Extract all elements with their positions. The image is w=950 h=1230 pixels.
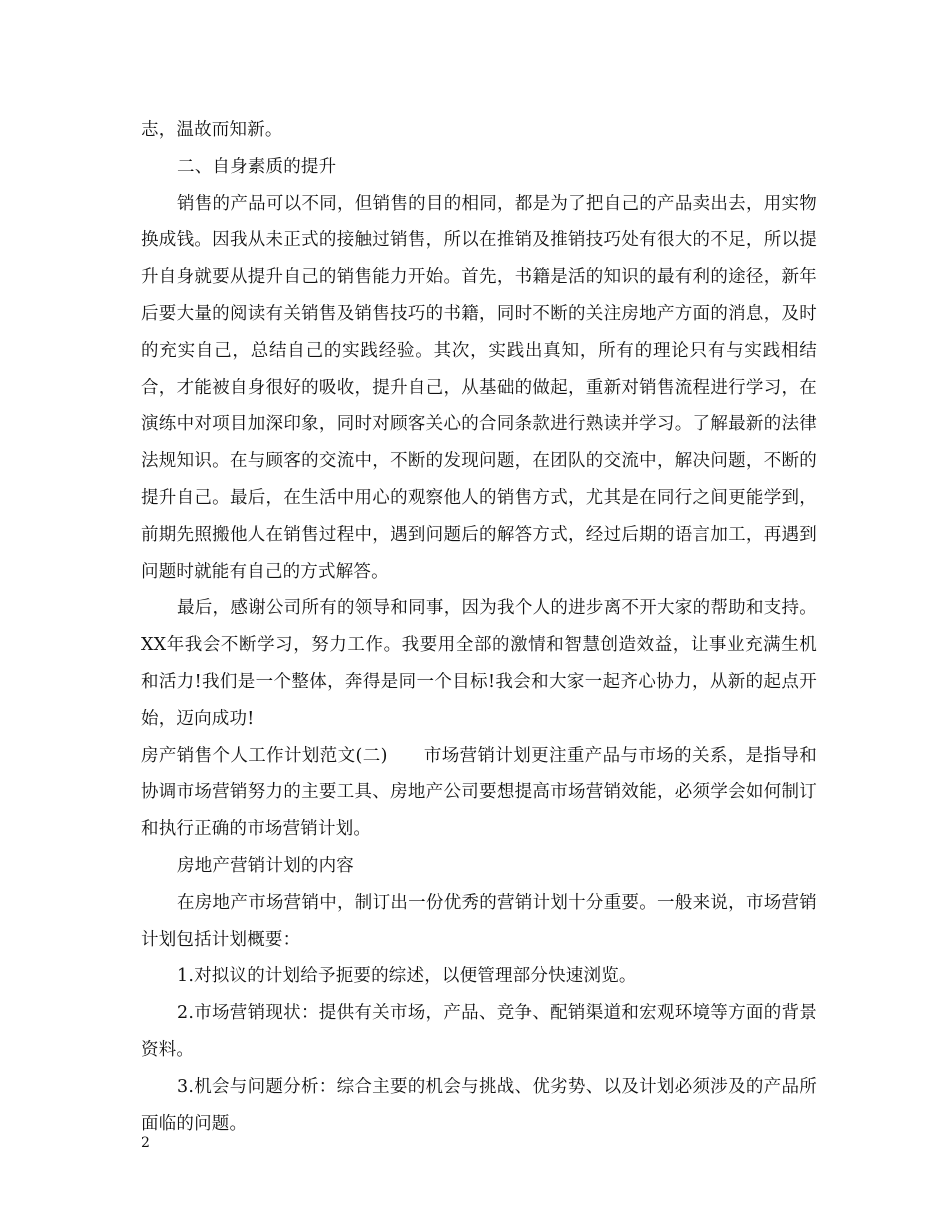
page-number: 2 [141, 1135, 150, 1151]
section-heading-self-improvement: 二、自身素质的提升 [177, 156, 337, 177]
document-body [141, 112, 817, 1142]
paragraph-marketing-plan-overview: 在房地产市场营销中，制订出一份优秀的营销计划十分重要。一般来说，市场营销计划包括计划概要： [141, 892, 817, 950]
section-intro-text: 市场营销计划更注重产品与市场的关系，是指导和协调市场营销努力的主要工具、房地产公司要想提高市场营销效能，必须学会如何制订和执行正确的市场营销计划。 [141, 745, 818, 840]
paragraph-sales-skills: 销售的产品可以不同，但销售的目的相同，都是为了把自己的产品卖出去，用实物换成钱。因我从未正式的接触过销售，所以在推销及推销技巧处有很大的不足，所以提升自身就要从提升自己的销售能力开始。首先，书籍是活的知识的最有利的途径，新年后要大量的阅读有关销售及销售技巧的书籍，同时不断的关注房地产方面的消息，及时的充实自己，总结自己的实践经验。其次，实践出真知，所有的理论只有与实践相结合，才能被自身很好的吸收，提升自己，从基础的做起，重新对销售流程进行学习，在演练中对项目加深印象，同时对顾客关心的合同条款进行熟读并学习。了解最新的法律法规知识。在与顾客的交流中，不断的发现问题，在团队的交流中，解决问题，不断的提升自己。最后，在生活中用心的观察他人的销售方式，尤其是在同行之间更能学到，前期先照搬他人在销售过程中，遇到问题后的解答方式，经过后期的语言加工，再遇到问题时就能有自己的方式解答。 [141, 193, 817, 582]
subheading-marketing-plan-content: 房地产营销计划的内容 [177, 855, 354, 876]
paragraph-continuation: 志，温故而知新。 [141, 120, 283, 140]
section-title-plan-two: 房产销售个人工作计划范文(二) [141, 745, 388, 766]
list-item-1: 1.对拟议的计划给予扼要的综述，以便管理部分快速浏览。 [177, 966, 637, 987]
list-item-3: 3.机会与问题分析：综合主要的机会与挑战、优劣势、以及计划必须涉及的产品所面临的问题。 [141, 1076, 817, 1134]
paragraph-thanks: 最后，感谢公司所有的领导和同事，因为我个人的进步离不开大家的帮助和支持。XX年我会不断学习，努力工作。我要用全部的激情和智慧创造效益，让事业充满生机和活力!我们是一个整体，奔得是同一个目标!我会和大家一起齐心协力，从新的起点开始，迈向成功! [141, 598, 817, 729]
paragraph-section-two [141, 738, 817, 848]
list-item-2: 2.市场营销现状：提供有关市场，产品、竞争、配销渠道和宏观环境等方面的背景资料。 [141, 1003, 817, 1060]
